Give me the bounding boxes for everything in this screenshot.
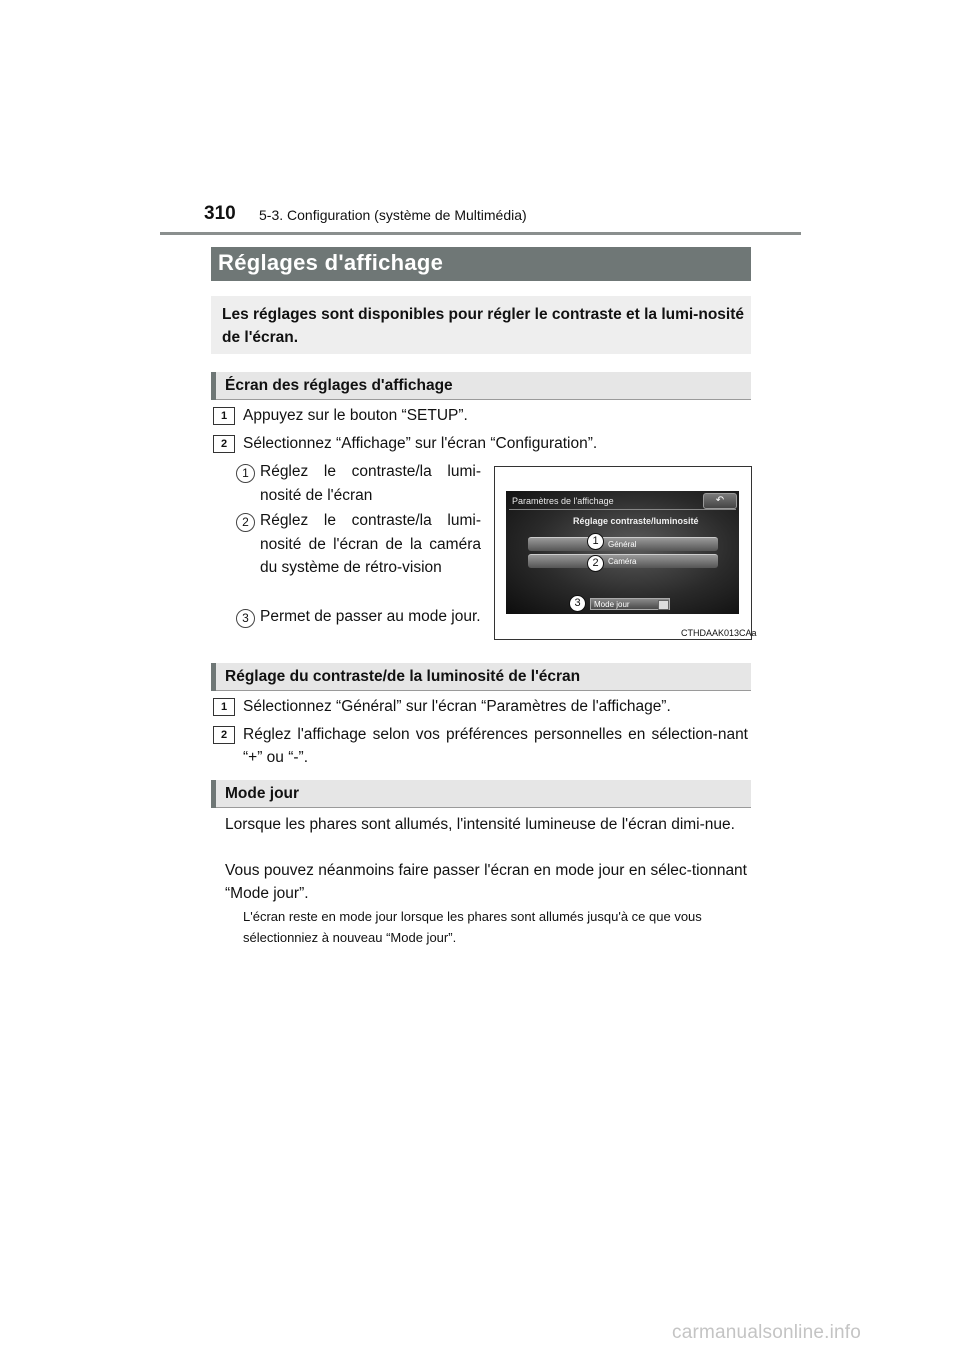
screen-title: Paramètres de l'affichage <box>512 496 614 506</box>
note-text: L'écran reste en mode jour lorsque les phares sont allumés jusqu'à ce que vous sélectionniez à nouveau “Mode jour”. <box>243 909 702 945</box>
general-button: Général <box>528 537 718 551</box>
callout-number: 3 <box>236 609 255 628</box>
page-number: 310 <box>204 203 236 224</box>
step-text: Réglez l'affichage selon vos préférences personnelles en sélection-nant “+” ou “-”. <box>243 726 748 766</box>
back-icon: ↶ <box>703 493 737 509</box>
callout-text: Réglez le contraste/la lumi-nosité de l'écran de la caméra du système de rétro-vision <box>260 512 481 576</box>
intro-text: Les réglages sont disponibles pour régler le contraste et la lumi-nosité de l'écran. <box>222 306 744 346</box>
day-mode-indicator <box>658 600 669 610</box>
step-number: 1 <box>213 407 235 425</box>
callout-text: Permet de passer au mode jour. <box>260 608 481 625</box>
section-reference: 5-3. Configuration (système de Multimédia) <box>259 207 527 223</box>
screen-divider <box>509 509 736 510</box>
body-paragraph: Vous pouvez néanmoins faire passer l'écran en mode jour en sélec-tionnant “Mode jour”. <box>225 862 747 902</box>
section-heading: Réglage du contraste/de la luminosité de l'écran <box>225 668 581 685</box>
step-number: 2 <box>213 435 235 453</box>
figure-code: CTHDAAK013CAa <box>681 628 757 638</box>
screen-heading: Réglage contraste/luminosité <box>573 516 699 526</box>
section-heading: Écran des réglages d'affichage <box>225 377 453 394</box>
camera-button: Caméra <box>528 554 718 568</box>
step-text: Sélectionnez “Général” sur l'écran “Paramètres de l'affichage”. <box>243 698 671 715</box>
callout-number: 2 <box>236 513 255 532</box>
step-text: Sélectionnez “Affichage” sur l'écran “Configuration”. <box>243 435 598 452</box>
step-number: 2 <box>213 726 235 744</box>
page-title: Réglages d'affichage <box>218 250 444 275</box>
day-mode-button: Mode jour <box>590 598 670 610</box>
step-text: Appuyez sur le bouton “SETUP”. <box>243 407 468 424</box>
section-heading: Mode jour <box>225 785 300 802</box>
header-rule <box>160 232 801 235</box>
figure-callout: 1 <box>587 533 604 550</box>
watermark: carmanualsonline.info <box>672 1322 862 1343</box>
callout-text: Réglez le contraste/la lumi-nosité de l'écran <box>260 463 481 504</box>
step-number: 1 <box>213 698 235 716</box>
figure-callout: 3 <box>569 595 586 612</box>
figure-callout: 2 <box>587 555 604 572</box>
callout-number: 1 <box>236 464 255 483</box>
body-paragraph: Lorsque les phares sont allumés, l'intensité lumineuse de l'écran dimi-nue. <box>225 816 735 833</box>
